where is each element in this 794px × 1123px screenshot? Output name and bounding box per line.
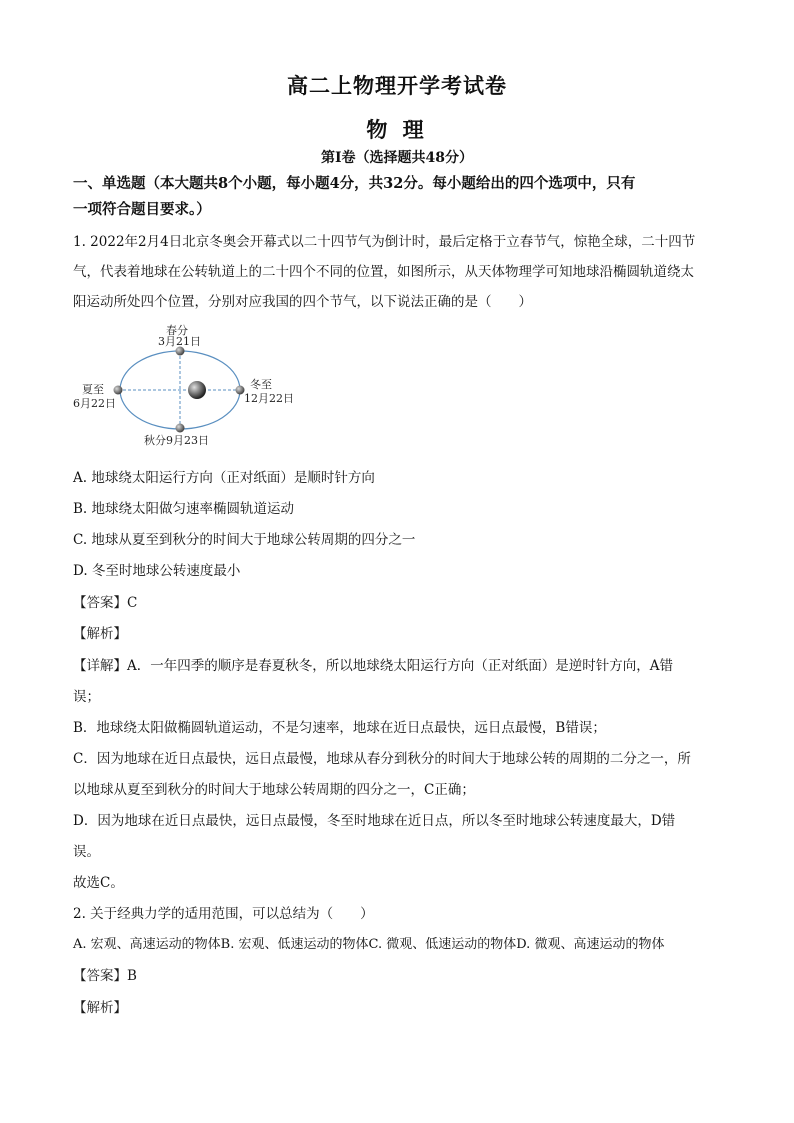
label-summer: 夏至 bbox=[82, 383, 104, 396]
q1-stem-line-1: 1. 2022年2月4日北京冬奥会开幕式以二十四节气为倒计时，最后定格于立春节气，惊艳全球，二十四节 bbox=[73, 234, 696, 250]
section-heading: 第Ⅰ卷（选择题共48分） bbox=[320, 150, 474, 166]
q1-detail-b: B．地球绕太阳做椭圆轨道运动，不是匀速率，地球在近日点最快，远日点最慢，B错误； bbox=[73, 720, 606, 736]
q1-analysis-heading: 【解析】 bbox=[73, 626, 127, 642]
subject-title: 物 理 bbox=[366, 117, 428, 142]
label-winter-date: 12月22日 bbox=[244, 392, 294, 405]
q1-option-c: C. 地球从夏至到秋分的时间大于地球公转周期的四分之一 bbox=[73, 532, 416, 548]
q1-answer: 【答案】C bbox=[73, 595, 138, 611]
q2-answer: 【答案】B bbox=[73, 968, 137, 984]
exam-title: 高二上物理开学考试卷 bbox=[287, 73, 507, 98]
q2-options: A. 宏观、高速运动的物体B. 宏观、低速运动的物体C. 微观、低速运动的物体D. 微观、高速运动的物体 bbox=[73, 937, 665, 952]
q1-stem-line-3: 阳运动所处四个位置，分别对应我国的四个节气，以下说法正确的是（ ） bbox=[73, 294, 532, 310]
q1-option-a: A. 地球绕太阳运行方向（正对纸面）是顺时针方向 bbox=[73, 470, 375, 486]
q1-option-d: D. 冬至时地球公转速度最小 bbox=[73, 563, 241, 579]
q1-detail-line-2: 误； bbox=[73, 689, 100, 705]
label-summer-date: 6月22日 bbox=[73, 397, 116, 410]
label-winter: 冬至 bbox=[250, 378, 272, 391]
q1-detail-d-line-1: D．因为地球在近日点最快，远日点最慢，冬至时地球在近日点，所以冬至时地球公转速度最大，D错 bbox=[73, 813, 676, 829]
earth-autumn bbox=[176, 424, 185, 433]
q1-detail-c-line-2: 以地球从夏至到秋分的时间大于地球公转周期的四分之一，C正确； bbox=[73, 782, 475, 798]
label-spring-date: 3月21日 bbox=[158, 335, 201, 348]
orbit-diagram bbox=[70, 318, 310, 450]
q2-stem: 2. 关于经典力学的适用范围，可以总结为（ ） bbox=[73, 906, 374, 922]
q1-option-b: B. 地球绕太阳做匀速率椭圆轨道运动 bbox=[73, 501, 295, 517]
label-autumn: 秋分9月23日 bbox=[144, 434, 209, 447]
part-heading-line-1: 一、单选题（本大题共8个小题，每小题4分，共32分。每小题给出的四个选项中，只有 bbox=[73, 175, 636, 192]
q1-detail-d-line-2: 误。 bbox=[73, 844, 100, 860]
q1-conclusion: 故选C。 bbox=[73, 875, 124, 891]
label-spring: 春分 bbox=[166, 324, 188, 337]
q2-analysis-heading: 【解析】 bbox=[73, 1000, 127, 1016]
earth-summer bbox=[114, 386, 123, 395]
sun bbox=[188, 381, 206, 399]
q1-detail-line-1: 【详解】A．一年四季的顺序是春夏秋冬，所以地球绕太阳运行方向（正对纸面）是逆时针方向，A错 bbox=[73, 658, 673, 674]
q1-detail-c-line-1: C．因为地球在近日点最快，远日点最慢，地球从春分到秋分的时间大于地球公转的周期的二分之一，所 bbox=[73, 751, 691, 767]
q1-stem-line-2: 气，代表着地球在公转轨道上的二十四个不同的位置，如图所示，从天体物理学可知地球沿椭圆轨道绕太 bbox=[73, 264, 694, 280]
part-heading-line-2: 一项符合题目要求。） bbox=[73, 201, 211, 218]
